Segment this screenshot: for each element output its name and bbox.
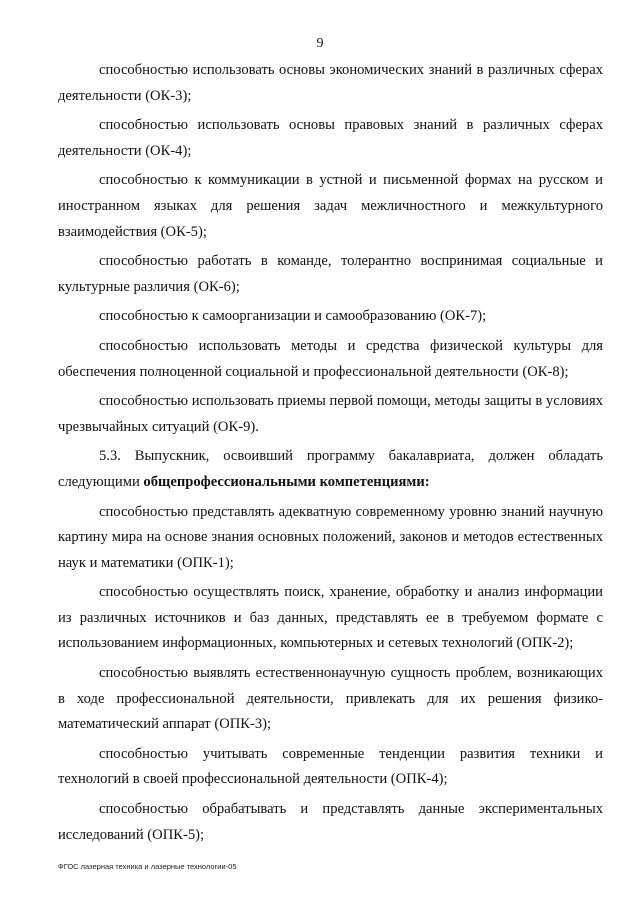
page-body xyxy=(58,58,603,852)
paragraph-ok-6: способностью работать в команде, толерантно воспринимая социальные и культурные различия (ОК-6); xyxy=(58,253,603,295)
section-5-3-bold-term: общепрофессиональными компетенциями: xyxy=(143,473,430,490)
paragraph-ok-9: способностью использовать приемы первой помощи, методы защиты в условиях чрезвычайных ситуаций (ОК-9). xyxy=(58,393,603,435)
paragraph-opk-4: способностью учитывать современные тенденции развития техники и технологий в своей профессиональной деятельности (ОПК-4); xyxy=(58,745,603,788)
paragraph-opk-2: способностью осуществлять поиск, хранение, обработку и анализ информации из различных источников и баз данных, представлять ее в требуемом формате с использованием информационных, компьютерных и сетевых технологий (ОПК-2); xyxy=(58,584,603,652)
paragraph-ok-8: способностью использовать методы и средства физической культуры для обеспечения полноценной социальной и профессиональной деятельности (ОК-8); xyxy=(58,337,603,380)
paragraph-ok-4: способностью использовать основы правовых знаний в различных сферах деятельности (ОК-4); xyxy=(58,117,603,159)
paragraph-opk-1: способностью представлять адекватную современному уровню знаний научную картину мира на основе знания основных положений, законов и методов естественных наук и математики (ОПК-1); xyxy=(58,503,603,571)
page-footer: ФГОС лазерная техника и лазерные технологии-05 xyxy=(58,862,237,871)
paragraph-opk-5: способностью обрабатывать и представлять данные экспериментальных исследований (ОПК-5); xyxy=(58,801,603,843)
paragraph-opk-3: способностью выявлять естественнонаучную сущность проблем, возникающих в ходе профессиональной деятельности, привлекать для их решения физико-математический аппарат (ОПК-3); xyxy=(58,665,603,733)
page-number: 9 xyxy=(316,36,324,51)
paragraph-ok-5: способностью к коммуникации в устной и письменной формах на русском и иностранном языках для решения задач межличностного и межкультурного взаимодействия (ОК-5); xyxy=(58,172,603,240)
paragraph-ok-3: способностью использовать основы экономических знаний в различных сферах деятельности (ОК-3); xyxy=(58,62,603,104)
section-5-3-paragraph xyxy=(58,444,603,495)
paragraph-ok-7: способностью к самоорганизации и самообразованию (ОК-7); xyxy=(99,308,487,325)
section-5-3-intro: 5.3. Выпускник, освоивший программу бакалавриата, должен обладать следующими xyxy=(58,448,603,490)
